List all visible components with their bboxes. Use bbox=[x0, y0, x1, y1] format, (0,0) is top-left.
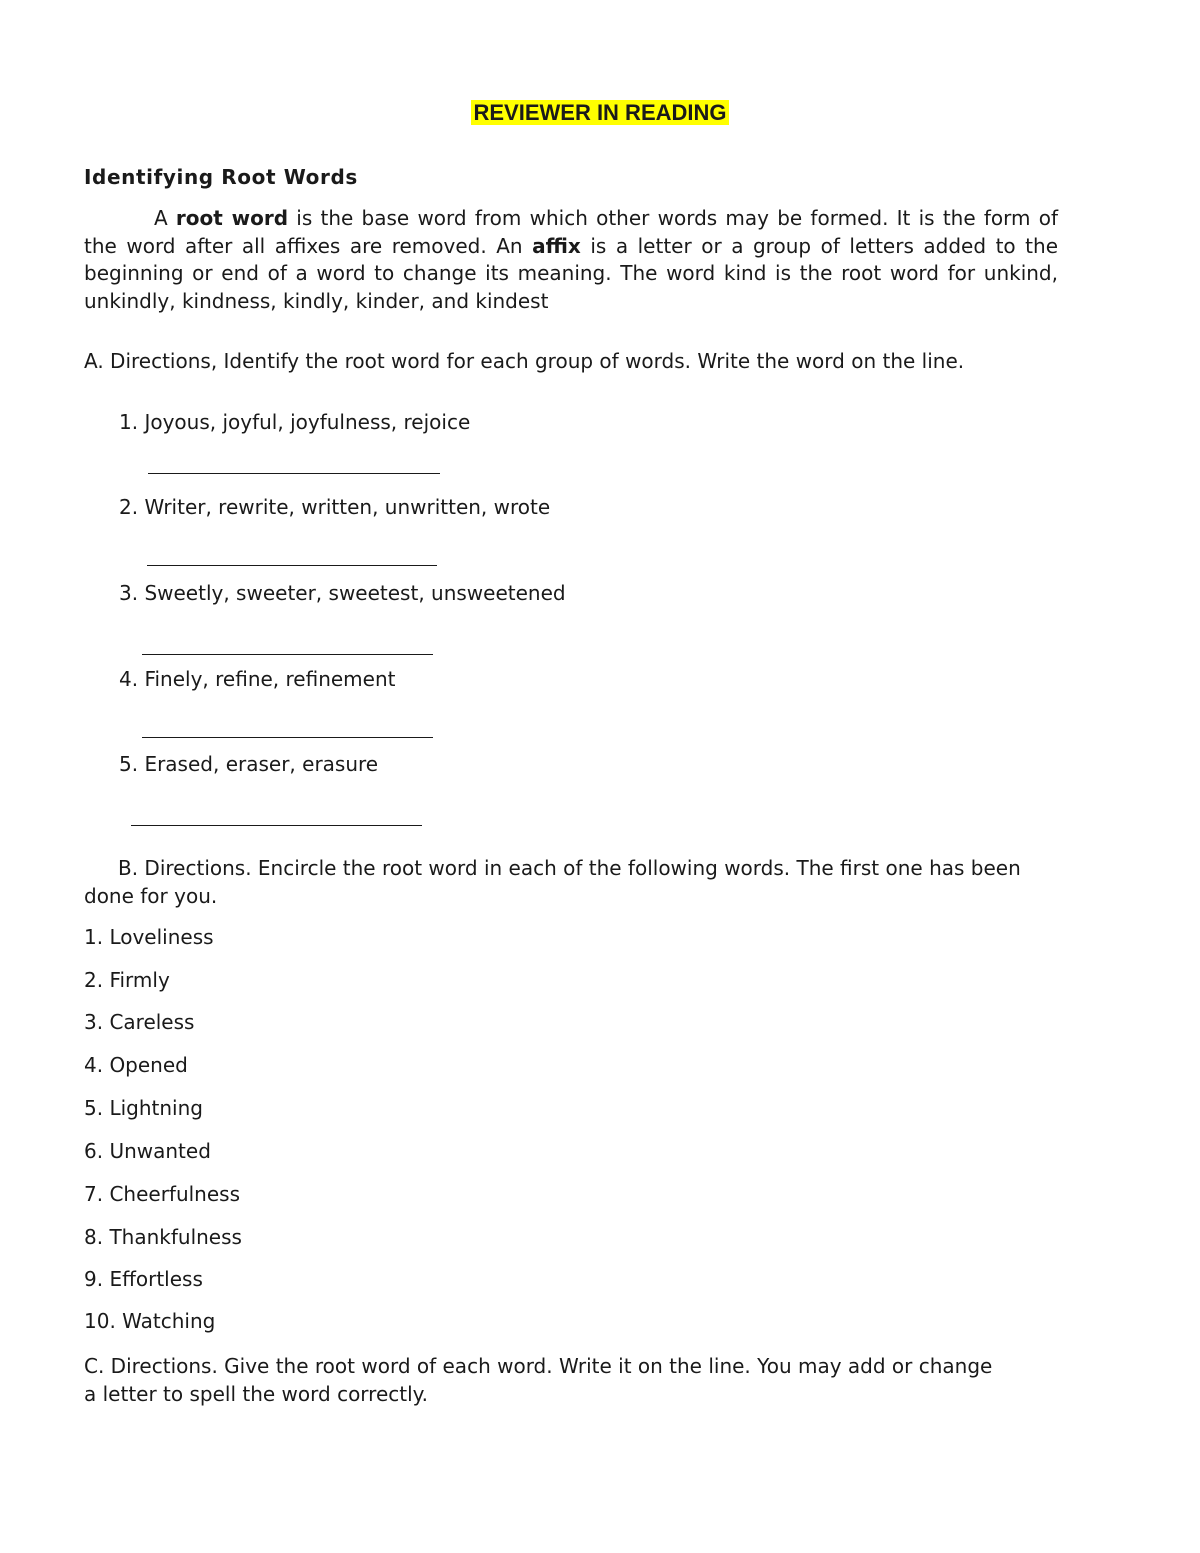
term-affix: affix bbox=[532, 233, 581, 258]
title-highlight: REVIEWER IN READING bbox=[473, 100, 727, 125]
part-a-item: 1. Joyous, joyful, joyfulness, rejoice bbox=[119, 410, 471, 434]
part-a-item: 2. Writer, rewrite, written, unwritten, wrote bbox=[119, 495, 551, 519]
document-title bbox=[0, 99, 1200, 127]
answer-line[interactable] bbox=[148, 473, 440, 474]
part-b-item: 9. Effortless bbox=[84, 1267, 203, 1291]
part-a-item: 4. Finely, refine, refinement bbox=[119, 667, 396, 691]
part-b-item: 2. Firmly bbox=[84, 968, 170, 992]
part-c-directions: C. Directions. Give the root word of each word. Write it on the line. You may add or change a letter to spell the word correctly. bbox=[84, 1354, 993, 1406]
part-b-item: 10. Watching bbox=[84, 1309, 216, 1333]
part-b-item: 8. Thankfulness bbox=[84, 1225, 242, 1249]
answer-line[interactable] bbox=[142, 654, 433, 655]
answer-line[interactable] bbox=[131, 825, 422, 826]
term-root-word: root word bbox=[175, 206, 289, 230]
answer-line[interactable] bbox=[147, 565, 437, 566]
part-b-item: 7. Cheerfulness bbox=[84, 1182, 241, 1206]
answer-line[interactable] bbox=[142, 737, 433, 738]
part-b-item: 3. Careless bbox=[84, 1010, 195, 1034]
intro-paragraph bbox=[84, 205, 1058, 315]
part-b-item: 1. Loveliness bbox=[84, 925, 214, 949]
part-b-item: 5. Lightning bbox=[84, 1096, 203, 1120]
part-b-item: 4. Opened bbox=[84, 1053, 188, 1077]
intro-text-1: A bbox=[154, 206, 176, 230]
part-a-directions: A. Directions, Identify the root word for each group of words. Write the word on the line. bbox=[84, 349, 965, 373]
part-a-item: 5. Erased, eraser, erasure bbox=[119, 752, 379, 776]
part-b-directions: B. Directions. Encircle the root word in each of the following words. The first one has been done for you. bbox=[84, 856, 1021, 908]
section-heading: Identifying Root Words bbox=[84, 165, 358, 189]
part-b-item: 6. Unwanted bbox=[84, 1139, 211, 1163]
part-a-item: 3. Sweetly, sweeter, sweetest, unsweetened bbox=[119, 581, 566, 605]
intro-text-2: is the base word from which other words may be formed. It is the form of the word after all affixes are removed. An bbox=[84, 206, 1059, 258]
intro-text-3: is a letter or a group of letters added to the beginning or end of a word to change its meaning. The word kind is the root word for unkind, unkindly, kindness, kindly, kinder, and kindest bbox=[84, 233, 1059, 313]
